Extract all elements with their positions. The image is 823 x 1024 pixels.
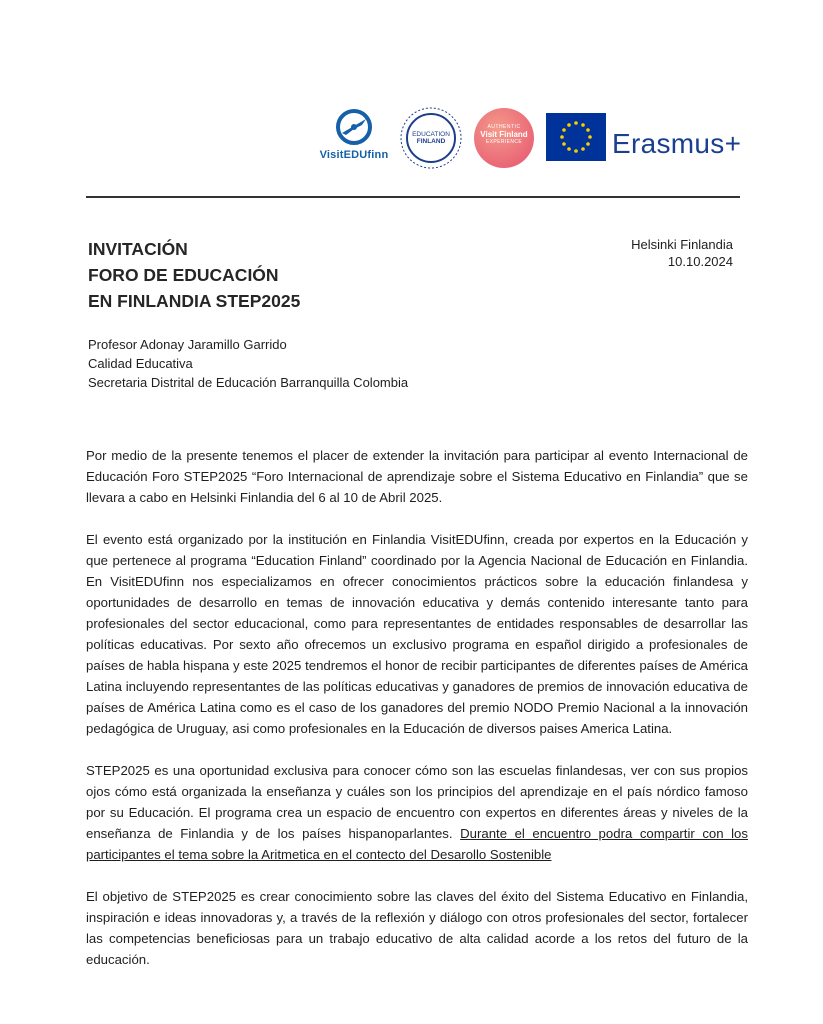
education-finland-logo xyxy=(398,105,464,171)
visitedufinn-plane-icon xyxy=(334,107,374,147)
eu-flag-logo xyxy=(546,113,606,161)
erasmus-logo: Erasmus+ xyxy=(612,128,742,159)
eu-stars-icon xyxy=(546,113,606,161)
visit-finland-text-top: AUTHENTIC xyxy=(487,124,521,130)
header-logos xyxy=(0,105,823,175)
visit-finland-text-main: Visit Finland xyxy=(480,130,528,139)
place: Helsinki Finlandia xyxy=(631,237,733,252)
education-finland-badge xyxy=(406,113,456,163)
education-finland-text-top: EDUCATION xyxy=(412,131,450,138)
letter-body xyxy=(86,445,748,991)
visitedufinn-logo-text: VisitEDUfinn xyxy=(319,149,389,161)
paragraph-3-underlined-text: Durante el encuentro podra compartir con los participantes el tema sobre la Aritmetica en el contecto del Desarollo Sostenible xyxy=(86,826,748,862)
title-line-3: EN FINLANDIA STEP2025 xyxy=(88,291,301,311)
paragraph-2: El evento está organizado por la institución en Finlandia VisitEDUfinn, creada por expertos en la Educación y que pertenece al programa “Education Finland” coordinado por la Agencia Nacional de Educación en Finlandia. En VisitEDUfinn nos especializamos en ofrecer conocimientos prácticos sobre la educación finlandesa y oportunidades de desarrollo en temas de innovación educativa y demás contenido interesante tanto para profesionales del sector educacional, como para representantes de entidades responsables de desarrollar las políticas educativas. Por sexto año ofrecemos un exclusivo programa en español dirigido a profesionales de países de habla hispana y este 2025 tendremos el honor de recibir participantes de diferentes países de América Latina incluyendo representantes de las políticas educativas y ganadores de premios de innovación educativa de países de América Latina como es el caso de los ganadores del premio NODO Premio Nacional a la innovación pedagógica de Uruguay, asi como profesionales en la Educación de diversos paises America Latina. xyxy=(86,532,748,736)
recipient-name: Profesor Adonay Jaramillo Garrido xyxy=(88,337,287,352)
visit-finland-logo xyxy=(474,108,534,168)
date: 10.10.2024 xyxy=(667,254,733,269)
recipient-org: Secretaria Distrital de Educación Barranquilla Colombia xyxy=(88,375,409,390)
place-date xyxy=(631,236,733,270)
title-line-2: FORO DE EDUCACIÓN xyxy=(88,265,279,285)
paragraph-3 xyxy=(86,760,748,865)
document-title xyxy=(88,236,488,314)
recipient-role: Calidad Educativa xyxy=(88,356,193,371)
recipient-block xyxy=(88,335,408,392)
visit-finland-text-bottom: EXPERIENCE xyxy=(485,139,523,145)
paragraph-1: Por medio de la presente tenemos el placer de extender la invitación para participar al evento Internacional de Educación Foro STEP2025 “Foro Internacional de aprendizaje sobre el Sistema Educativo en Finlandia” que se llevara a cabo en Helsinki Finlandia del 6 al 10 de Abril 2025. xyxy=(86,448,748,505)
paragraph-3-text: STEP2025 es una oportunidad exclusiva para conocer cómo son las escuelas finlandesas, ver con sus propios ojos cómo está organizada la enseñanza y cuáles son los principios del aprendizaje en el país nórdico famoso por su Educación. El programa crea un espacio de encuentro con expertos en diferentes áreas y niveles de la enseñanza de Finlandia y de los países hispanoparlantes. xyxy=(86,763,748,841)
visitedufinn-logo xyxy=(308,107,400,171)
paragraph-4: El objetivo de STEP2025 es crear conocimiento sobre las claves del éxito del Sistema Educativo en Finlandia, inspiración e ideas innovadoras y, a través de la reflexión y diálogo con otros profesionales del sector, fortalecer las competencias beneficiosas para un trabajo educativo de alta calidad acorde a los retos del futuro de la educación. xyxy=(86,889,748,967)
header-divider xyxy=(86,196,740,198)
title-line-1: INVITACIÓN xyxy=(88,239,188,259)
education-finland-text-bottom: FINLAND xyxy=(416,138,446,145)
